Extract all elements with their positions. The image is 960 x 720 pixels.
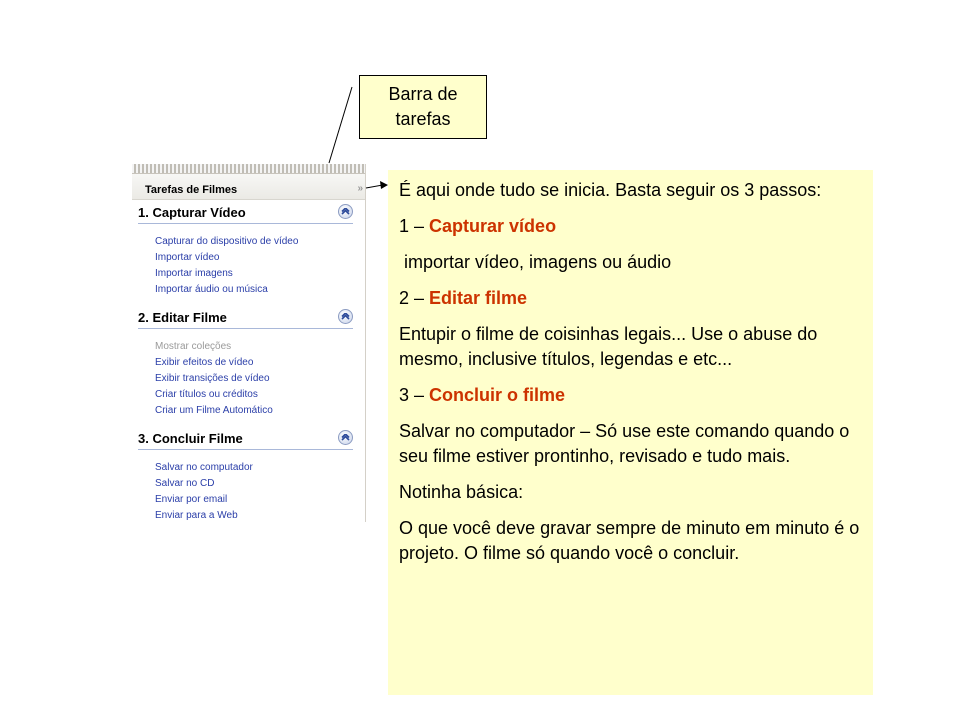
callout-line-1: Barra de [388,84,458,104]
section-title: 3. Concluir Filme [138,431,243,446]
note-step-2 [399,286,863,311]
step-number: 3 – [399,385,430,405]
section-divider [138,449,353,450]
note-step-2-desc: Entupir o filme de coisinhas legais... Use o abuse do mesmo, inclusive títulos, legendas e etc... [399,324,818,369]
section-edit-movie [138,305,365,426]
explanation-note [388,170,873,695]
note-tip-title: Notinha básica: [399,482,524,502]
chevron-right-icon[interactable]: » [357,183,363,194]
note-tip-text: O que você deve gravar sempre de minuto em minuto é o projeto. O filme só quando você o concluir. [399,518,860,563]
section-links [138,225,365,305]
section-title: 1. Capturar Vídeo [138,205,246,220]
step-title: Editar filme [429,288,528,308]
link-capture-device[interactable]: Capturar do dispositivo de vídeo [155,236,299,247]
section-capture-video [138,200,365,305]
step-title: Concluir o filme [429,385,566,405]
link-save-to-cd[interactable]: Salvar no CD [155,478,215,489]
link-view-video-effects[interactable]: Exibir efeitos de vídeo [155,357,254,368]
step-title: Capturar vídeo [429,216,557,236]
section-finish-movie [138,426,365,522]
note-step-1 [399,214,863,239]
callout-pointer-line [329,87,352,163]
section-title: 2. Editar Filme [138,310,227,325]
step-number: 1 – [399,216,430,236]
link-import-video[interactable]: Importar vídeo [155,252,220,263]
section-divider [138,328,353,329]
section-links [138,330,365,426]
link-save-to-computer[interactable]: Salvar no computador [155,462,253,473]
note-step-1-desc: importar vídeo, imagens ou áudio [399,252,672,272]
note-intro: É aqui onde tudo se inicia. Basta seguir os 3 passos: [399,180,822,200]
section-header[interactable] [138,305,365,330]
link-show-collections: Mostrar coleções [155,341,232,352]
section-links [138,451,365,522]
arrow-head-icon [380,181,388,189]
panel-header [132,174,365,200]
link-make-titles-credits[interactable]: Criar títulos ou créditos [155,389,258,400]
section-divider [138,223,353,224]
collapse-icon[interactable] [338,309,353,324]
movie-tasks-panel [132,164,366,522]
collapse-icon[interactable] [338,204,353,219]
note-step-3-desc: Salvar no computador – Só use este comando quando o seu filme estiver prontinho, revisado e tudo mais. [399,421,850,466]
panel-title: Tarefas de Filmes [145,184,238,196]
step-number: 2 – [399,288,430,308]
link-send-email[interactable]: Enviar por email [155,494,228,505]
link-import-audio[interactable]: Importar áudio ou música [155,284,268,295]
section-header[interactable] [138,426,365,451]
callout-line-2: tarefas [395,109,451,129]
collapse-icon[interactable] [338,430,353,445]
callout-box [359,75,487,139]
link-import-images[interactable]: Importar imagens [155,268,233,279]
section-header[interactable] [138,200,365,225]
panel-grip[interactable] [132,164,365,174]
note-arrow-line [366,185,383,188]
link-make-automovie[interactable]: Criar um Filme Automático [155,405,273,416]
link-view-video-transitions[interactable]: Exibir transições de vídeo [155,373,270,384]
link-send-web[interactable]: Enviar para a Web [155,510,238,521]
note-step-3 [399,383,863,408]
